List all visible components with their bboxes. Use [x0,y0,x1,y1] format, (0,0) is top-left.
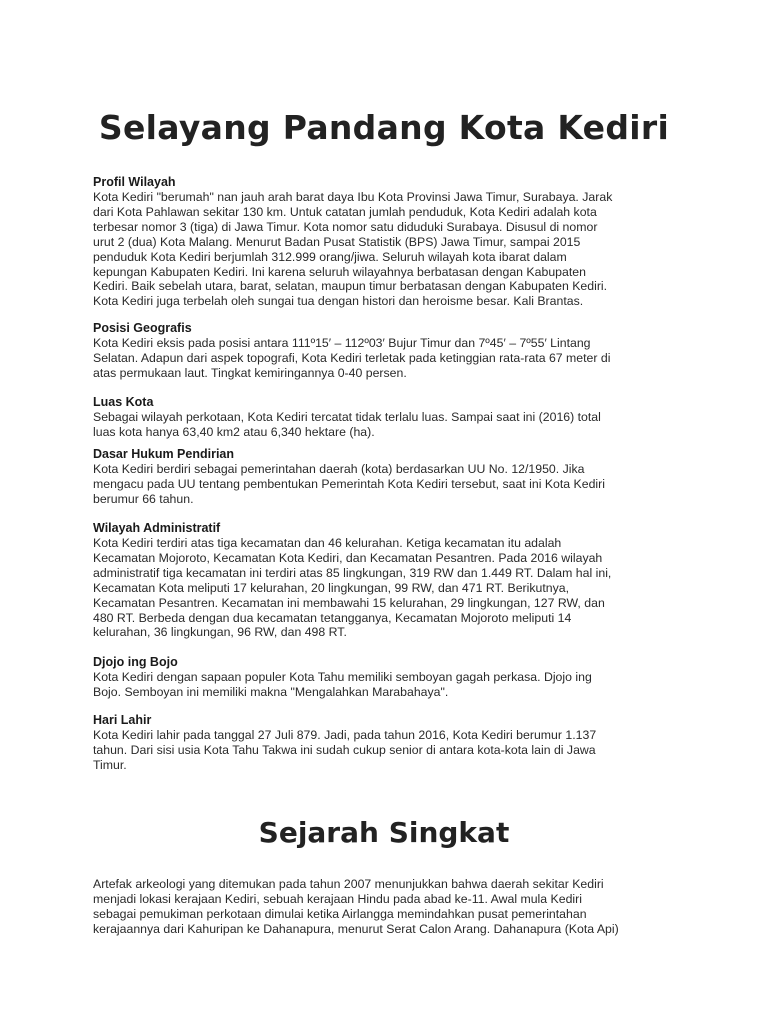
section-heading: Luas Kota [93,395,154,409]
text-line: administratif tiga kecamatan ini terdiri atas 85 lingkungan, 319 RW dan 1.449 RT. Dalam hal ini, [93,565,612,580]
text-line: Timur. [93,757,127,772]
section-luas-kota [93,395,673,440]
text-line: Kecamatan Kota meliputi 17 kelurahan, 20 lingkungan, 99 RW, dan 471 RT. Berikutnya, [93,580,570,595]
text-line: terbesar nomor 3 (tiga) di Jawa Timur. Kota nomor satu diduduki Surabaya. Disusul di nomor [93,219,598,234]
section-body [93,462,673,507]
section-body [93,728,673,773]
section-heading: Djojo ing Bojo [93,655,178,669]
text-line: menjadi lokasi kerajaan Kediri, sebuah kerajaan Hindu pada abad ke-11. Awal mula Kediri [93,891,582,906]
text-line: luas kota hanya 63,40 km2 atau 6,340 hektare (ha). [93,424,375,439]
page-title: Selayang Pandang Kota Kediri [98,108,670,147]
text-line: Kota Kediri juga terbelah oleh sungai tua dengan histori dan heroisme besar. Kali Brantas. [93,294,584,309]
text-line: dari Kota Pahlawan sekitar 130 km. Untuk catatan jumlah penduduk, Kota Kediri adalah kota [93,204,597,219]
text-line: Artefak arkeologi yang ditemukan pada tahun 2007 menunjukkan bahwa daerah sekitar Kediri [93,877,604,891]
text-line: Kota Kediri eksis pada posisi antara 111º15′ – 112º03′ Bujur Timur dan 7º45′ – 7º55′ Lintang [93,336,591,350]
text-line: Kota Kediri dengan sapaan populer Kota Tahu memiliki semboyan gagah perkasa. Djojo ing [93,670,592,684]
section-heading: Wilayah Administratif [93,521,221,535]
section-posisi-geografis [93,321,673,381]
text-line: Selatan. Adapun dari aspek topografi, Kota Kediri terletak pada ketinggian rata-rata 67 meter di [93,350,611,365]
text-line: mengacu pada UU tentang pembentukan Pemerintah Kota Kediri tersebut, saat ini Kota Kediri [93,476,605,491]
text-line: urut 2 (dua) Kota Malang. Menurut Badan Pusat Statistik (BPS) Jawa Timur, sampai 2015 [93,234,581,249]
section-body [93,670,673,700]
section-profil-wilayah [93,175,673,309]
section-body [93,877,673,937]
text-line: kepungan Kabupaten Kediri. Ini karena seluruh wilayahnya berbatasan dengan Kabupaten [93,264,586,279]
text-line: berumur 66 tahun. [93,491,194,506]
text-line: kerajaannya dari Kahuripan ke Dahanapura, menurut Serat Calon Arang. Dahanapura (Kota Api) [93,921,619,936]
text-line: Kota Kediri lahir pada tanggal 27 Juli 879. Jadi, pada tahun 2016, Kota Kediri berumur 1.137 [93,728,597,742]
text-line: tahun. Dari sisi usia Kota Tahu Takwa ini sudah cukup senior di antara kota-kota lain di Jawa [93,742,596,757]
section-body [93,190,673,309]
section-heading: Posisi Geografis [93,321,192,335]
section-title-sejarah: Sejarah Singkat [258,816,510,849]
text-line: 480 RT. Berbeda dengan dua kecamatan tetangganya, Kecamatan Mojoroto meliputi 14 [93,610,572,625]
text-line: Kediri. Baik sebelah utara, barat, selatan, maupun timur berbatasan dengan Kabupaten Kediri. [93,279,608,294]
text-line: Kecamatan Pesantren. Kecamatan ini membawahi 15 kelurahan, 29 lingkungan, 127 RW, dan [93,595,605,610]
text-line: Bojo. Semboyan ini memiliki makna "Mengalahkan Marabahaya". [93,684,449,699]
text-line: sebagai pemukiman perkotaan dimulai ketika Airlangga memindahkan pusat pemerintahan [93,906,587,921]
text-line: kelurahan, 36 lingkungan, 96 RW, dan 498 RT. [93,625,347,640]
section-dasar-hukum [93,447,673,507]
text-line: Kota Kediri berdiri sebagai pemerintahan daerah (kota) berdasarkan UU No. 12/1950. Jika [93,462,585,476]
text-line: atas permukaan laut. Tingkat kemiringannya 0-40 persen. [93,365,407,380]
section-body [93,336,673,381]
section-djojo-ing-bojo [93,655,673,700]
section-body [93,410,673,440]
section-hari-lahir [93,713,673,773]
section-heading: Profil Wilayah [93,175,176,189]
text-line: Kecamatan Mojoroto, Kecamatan Kota Kediri, dan Kecamatan Pesantren. Pada 2016 wilayah [93,550,603,565]
text-line: Kota Kediri "berumah" nan jauh arah barat daya Ibu Kota Provinsi Jawa Timur, Surabaya. Jarak [93,190,613,204]
text-line: Sebagai wilayah perkotaan, Kota Kediri tercatat tidak terlalu luas. Sampai saat ini (2016) total [93,410,601,424]
section-heading: Hari Lahir [93,713,152,727]
text-line: penduduk Kota Kediri berjumlah 312.999 orang/jiwa. Seluruh wilayah kota ibarat dalam [93,249,567,264]
section-wilayah-administratif [93,521,673,640]
section-sejarah-body [93,877,673,937]
section-heading: Dasar Hukum Pendirian [93,447,235,461]
text-line: Kota Kediri terdiri atas tiga kecamatan dan 46 kelurahan. Ketiga kecamatan itu adalah [93,536,562,550]
section-body [93,536,673,640]
